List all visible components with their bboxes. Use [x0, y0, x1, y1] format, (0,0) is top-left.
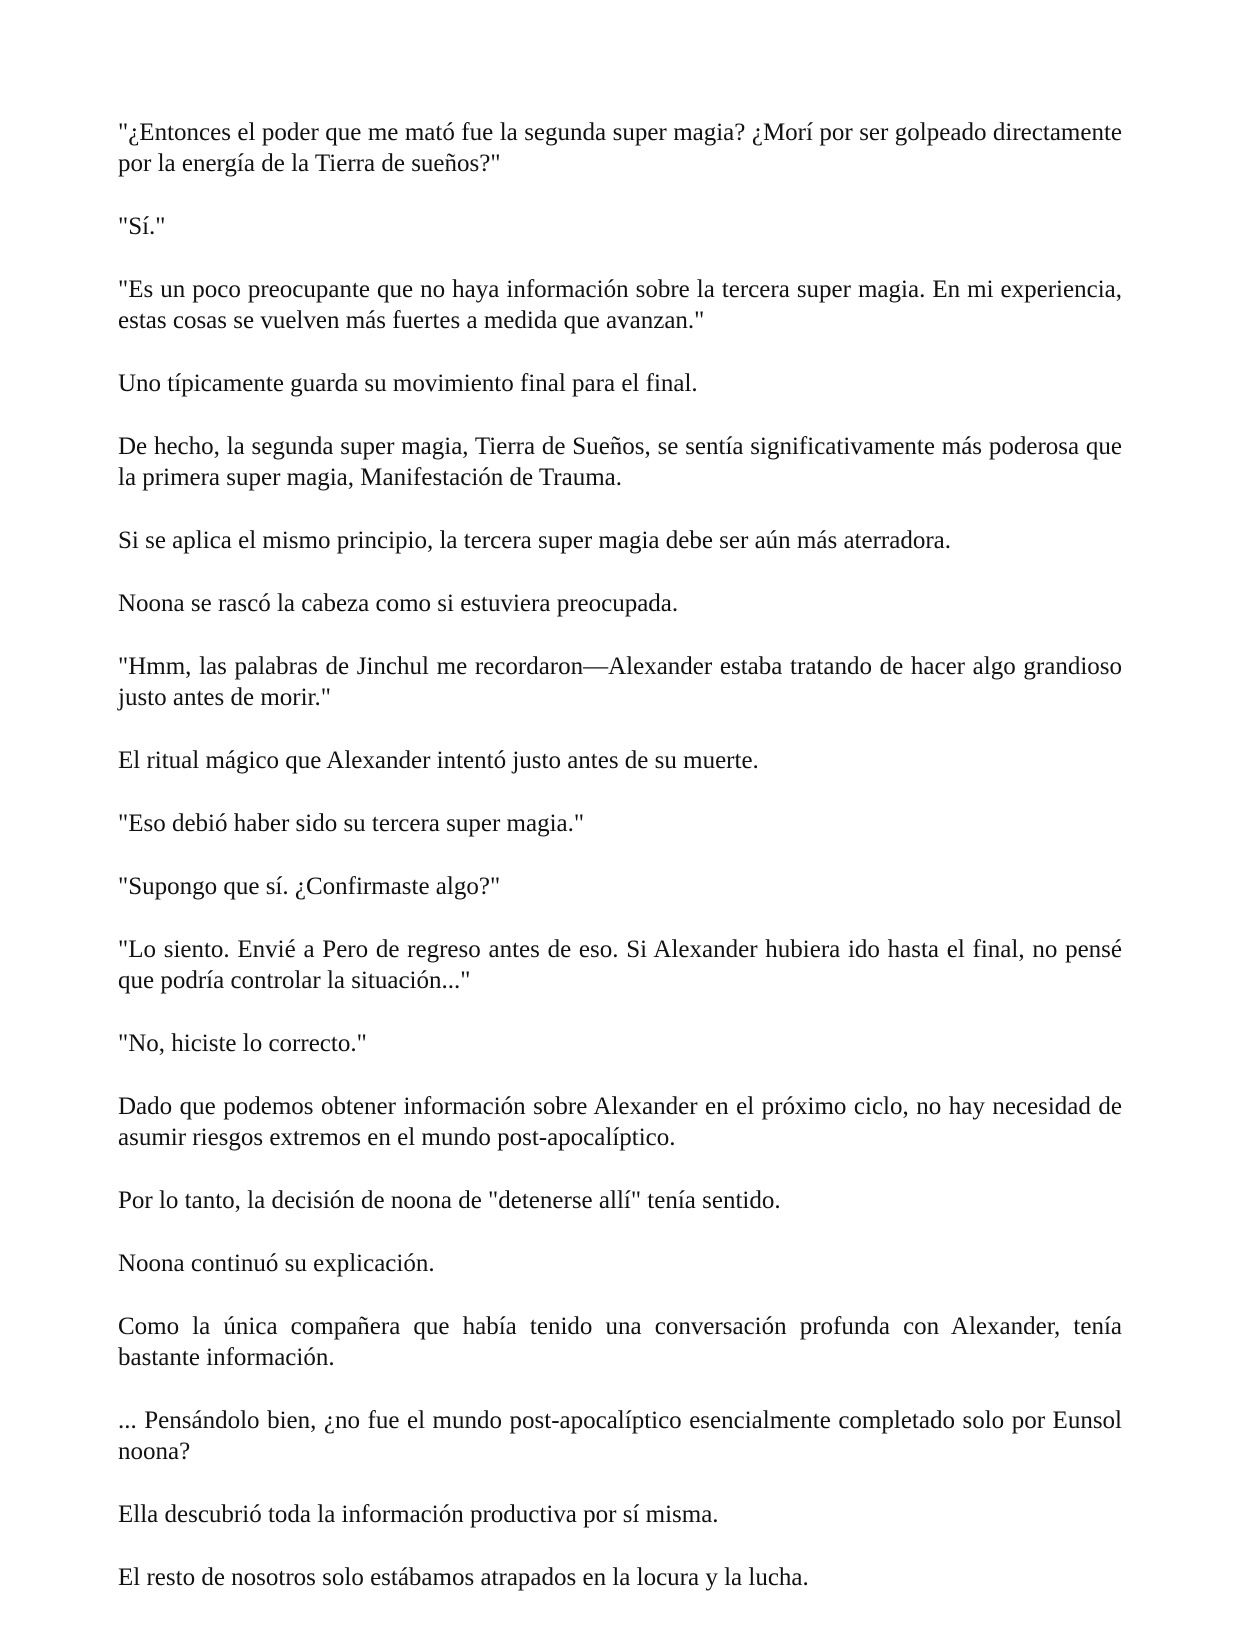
paragraph: Ella descubrió toda la información productiva por sí misma.: [118, 1501, 719, 1528]
paragraph: "No, hiciste lo correcto.": [118, 1030, 367, 1057]
paragraph: De hecho, la segunda super magia, Tierra de Sueños, se sentía significativamente más poderosa que la primera super magia, Manifestación de Trauma.: [118, 433, 1122, 491]
paragraph: Como la única compañera que había tenido una conversación profunda con Alexander, tenía bastante información.: [118, 1313, 1122, 1371]
paragraph: "Eso debió haber sido su tercera super magia.": [118, 810, 585, 837]
paragraph: Si se aplica el mismo principio, la tercera super magia debe ser aún más aterradora.: [118, 527, 951, 554]
paragraph: Noona continuó su explicación.: [118, 1250, 435, 1277]
paragraph: "Hmm, las palabras de Jinchul me recordaron—Alexander estaba tratando de hacer algo grandioso justo antes de morir.": [118, 653, 1122, 711]
paragraph: "Sí.": [118, 213, 166, 240]
paragraph: "Lo siento. Envié a Pero de regreso antes de eso. Si Alexander hubiera ido hasta el final, no pensé que podría controlar la situación...": [118, 936, 1122, 994]
paragraph: Noona se rascó la cabeza como si estuviera preocupada.: [118, 590, 679, 617]
paragraph: Dado que podemos obtener información sobre Alexander en el próximo ciclo, no hay necesidad de asumir riesgos extremos en el mundo post-apocalíptico.: [118, 1093, 1122, 1151]
paragraph: ... Pensándolo bien, ¿no fue el mundo post-apocalíptico esencialmente completado solo por Eunsol noona?: [118, 1407, 1122, 1465]
paragraph: "Es un poco preocupante que no haya información sobre la tercera super magia. En mi experiencia, estas cosas se vuelven más fuertes a medida que avanzan.": [118, 276, 1122, 334]
paragraph: El resto de nosotros solo estábamos atrapados en la locura y la lucha.: [118, 1564, 809, 1591]
paragraph: "Supongo que sí. ¿Confirmaste algo?": [118, 873, 501, 900]
paragraph: El ritual mágico que Alexander intentó justo antes de su muerte.: [118, 747, 759, 774]
paragraph: Uno típicamente guarda su movimiento final para el final.: [118, 370, 698, 397]
document-body: [118, 117, 1122, 1625]
paragraph: Por lo tanto, la decisión de noona de "detenerse allí" tenía sentido.: [118, 1187, 781, 1214]
paragraph: "¿Entonces el poder que me mató fue la segunda super magia? ¿Morí por ser golpeado directamente por la energía de la Tierra de sueños?": [118, 119, 1122, 177]
